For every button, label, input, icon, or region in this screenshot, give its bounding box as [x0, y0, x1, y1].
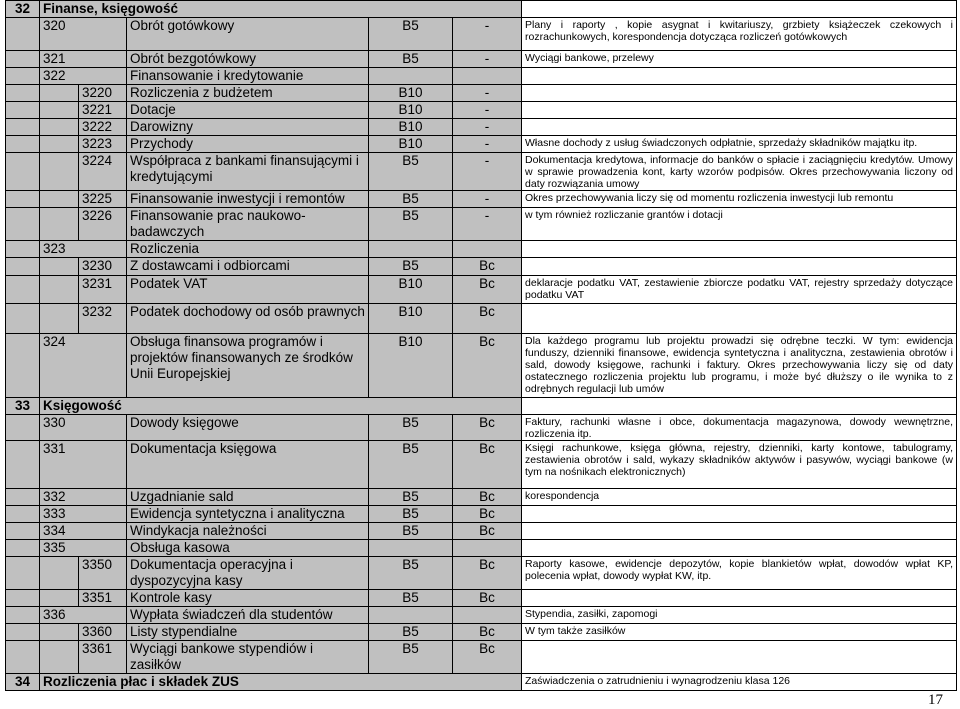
cell-title: Obrót gotówkowy	[127, 18, 369, 51]
cell-disposal-category: -	[453, 208, 522, 241]
cell-class-code: 330	[40, 415, 127, 441]
cell-disposal-category: -	[453, 102, 522, 119]
cell-section	[6, 276, 40, 304]
table-row	[6, 557, 957, 590]
cell-disposal-category: Bc	[453, 641, 522, 674]
table-row	[6, 191, 957, 208]
cell-archive-category: B5	[369, 624, 453, 641]
table-row	[6, 489, 957, 506]
cell-subclass-code: 3223	[79, 136, 127, 153]
records-classification-table	[5, 0, 957, 691]
cell-archive-category: B10	[369, 119, 453, 136]
cell-disposal-category: Bc	[453, 258, 522, 276]
cell-class-code: 332	[40, 489, 127, 506]
cell-section	[6, 153, 40, 191]
cell-notes	[522, 241, 957, 258]
cell-archive-category	[369, 68, 453, 85]
cell-archive-category: B5	[369, 557, 453, 590]
cell-notes: korespondencja	[522, 489, 957, 506]
cell-disposal-category: Bc	[453, 415, 522, 441]
cell-section	[6, 540, 40, 557]
cell-class-code: 331	[40, 441, 127, 489]
cell-archive-category: B5	[369, 441, 453, 489]
cell-subclass-code: 3222	[79, 119, 127, 136]
cell-class-code: 336	[40, 607, 127, 624]
cell-class-code	[40, 590, 79, 607]
cell-section	[6, 506, 40, 523]
cell-subclass-code: 3225	[79, 191, 127, 208]
cell-disposal-category: Bc	[453, 334, 522, 398]
cell-title: Obsługa finansowa programów i projektów finansowanych ze środków Unii Europejskiej	[127, 334, 369, 398]
cell-subclass-code: 3351	[79, 590, 127, 607]
table-row	[6, 153, 957, 191]
cell-title: Obsługa kasowa	[127, 540, 369, 557]
cell-archive-category: B10	[369, 102, 453, 119]
cell-section	[6, 208, 40, 241]
cell-notes	[522, 85, 957, 102]
cell-class-code	[40, 208, 79, 241]
table-row	[6, 18, 957, 51]
cell-class-code	[40, 153, 79, 191]
cell-disposal-category: Bc	[453, 624, 522, 641]
cell-section	[6, 136, 40, 153]
cell-section	[6, 304, 40, 334]
table-row	[6, 398, 957, 415]
cell-class-code	[40, 641, 79, 674]
cell-disposal-category: Bc	[453, 523, 522, 540]
cell-title: Wypłata świadczeń dla studentów	[127, 607, 369, 624]
cell-disposal-category: Bc	[453, 506, 522, 523]
cell-subclass-code: 3232	[79, 304, 127, 334]
cell-title: Przychody	[127, 136, 369, 153]
cell-disposal-category	[453, 540, 522, 557]
section-code: 32	[6, 1, 40, 18]
cell-notes: Własne dochody z usług świadczonych odpłatnie, sprzedaży składników majątku itp.	[522, 136, 957, 153]
cell-section	[6, 523, 40, 540]
cell-class-code	[40, 191, 79, 208]
cell-title: Uzgadnianie sald	[127, 489, 369, 506]
cell-title: Z dostawcami i odbiorcami	[127, 258, 369, 276]
cell-section	[6, 607, 40, 624]
cell-notes: Wyciągi bankowe, przelewy	[522, 51, 957, 68]
cell-archive-category: B5	[369, 258, 453, 276]
cell-notes	[522, 641, 957, 674]
cell-class-code: 333	[40, 506, 127, 523]
cell-class-code: 321	[40, 51, 127, 68]
section-title: Rozliczenia płac i składek ZUS	[40, 674, 522, 691]
cell-disposal-category: -	[453, 191, 522, 208]
cell-archive-category: B5	[369, 208, 453, 241]
cell-archive-category: B10	[369, 304, 453, 334]
cell-notes	[522, 304, 957, 334]
section-notes: Zaświadczenia o zatrudnieniu i wynagrodzeniu klasa 126	[522, 674, 957, 691]
section-notes	[522, 398, 957, 415]
table-row	[6, 540, 957, 557]
cell-archive-category: B5	[369, 51, 453, 68]
cell-archive-category	[369, 607, 453, 624]
cell-class-code	[40, 624, 79, 641]
table-row	[6, 607, 957, 624]
cell-disposal-category: Bc	[453, 590, 522, 607]
cell-notes: Faktury, rachunki własne i obce, dokumentacja magazynowa, dowody wewnętrzne, rozliczenia itp.	[522, 415, 957, 441]
table-row	[6, 68, 957, 85]
section-notes	[522, 1, 957, 18]
cell-disposal-category: Bc	[453, 441, 522, 489]
cell-section	[6, 641, 40, 674]
cell-subclass-code: 3361	[79, 641, 127, 674]
table-row	[6, 136, 957, 153]
cell-subclass-code: 3360	[79, 624, 127, 641]
cell-class-code: 334	[40, 523, 127, 540]
cell-archive-category: B5	[369, 641, 453, 674]
cell-subclass-code: 3350	[79, 557, 127, 590]
cell-title: Dokumentacja księgowa	[127, 441, 369, 489]
cell-disposal-category	[453, 68, 522, 85]
cell-title: Podatek VAT	[127, 276, 369, 304]
cell-class-code	[40, 276, 79, 304]
cell-section	[6, 415, 40, 441]
cell-title: Listy stypendialne	[127, 624, 369, 641]
cell-class-code: 322	[40, 68, 127, 85]
table-row	[6, 51, 957, 68]
cell-class-code	[40, 119, 79, 136]
table-row	[6, 624, 957, 641]
table-row	[6, 119, 957, 136]
cell-section	[6, 18, 40, 51]
cell-class-code	[40, 557, 79, 590]
cell-notes: w tym również rozliczanie grantów i dotacji	[522, 208, 957, 241]
cell-title: Dokumentacja operacyjna i dyspozycyjna kasy	[127, 557, 369, 590]
cell-subclass-code: 3220	[79, 85, 127, 102]
cell-class-code	[40, 304, 79, 334]
cell-class-code: 324	[40, 334, 127, 398]
cell-class-code	[40, 136, 79, 153]
table-row	[6, 415, 957, 441]
cell-disposal-category	[453, 241, 522, 258]
cell-archive-category: B10	[369, 334, 453, 398]
cell-disposal-category: Bc	[453, 276, 522, 304]
cell-title: Finansowanie i kredytowanie	[127, 68, 369, 85]
cell-archive-category: B5	[369, 18, 453, 51]
cell-title: Finansowanie inwestycji i remontów	[127, 191, 369, 208]
table-row	[6, 441, 957, 489]
cell-disposal-category: Bc	[453, 557, 522, 590]
cell-class-code: 323	[40, 241, 127, 258]
cell-notes: Dokumentacja kredytowa, informacje do banków o spłacie i zaciągnięciu kredytów. Umowy w sprawie prowadzenia kont, karty wzorów podpisów. Okres przechowywania liczony od daty rozwiązania umowy	[522, 153, 957, 191]
cell-section	[6, 590, 40, 607]
cell-section	[6, 489, 40, 506]
table-row	[6, 208, 957, 241]
table-row	[6, 641, 957, 674]
table-row	[6, 258, 957, 276]
cell-title: Rozliczenia z budżetem	[127, 85, 369, 102]
section-code: 33	[6, 398, 40, 415]
cell-class-code: 335	[40, 540, 127, 557]
table-row	[6, 590, 957, 607]
cell-notes: Księgi rachunkowe, księga główna, rejestry, dzienniki, karty kontowe, tabulogramy, zestawienia obrotów i sald, wykazy składników aktywów i pasywów, wyciągi bankowe (w tym na nośnikach elektronicznych)	[522, 441, 957, 489]
cell-section	[6, 119, 40, 136]
cell-disposal-category: Bc	[453, 304, 522, 334]
page-number: 17	[928, 692, 943, 708]
cell-notes	[522, 258, 957, 276]
cell-title: Windykacja należności	[127, 523, 369, 540]
cell-section	[6, 191, 40, 208]
cell-section	[6, 258, 40, 276]
cell-notes: deklaracje podatku VAT, zestawienie zbiorcze podatku VAT, rejestry sprzedaży dotyczące podatku VAT	[522, 276, 957, 304]
cell-class-code: 320	[40, 18, 127, 51]
cell-notes: Okres przechowywania liczy się od momentu rozliczenia inwestycji lub remontu	[522, 191, 957, 208]
cell-title: Ewidencja syntetyczna i analityczna	[127, 506, 369, 523]
table-row	[6, 523, 957, 540]
cell-disposal-category: -	[453, 153, 522, 191]
cell-section	[6, 51, 40, 68]
cell-disposal-category: -	[453, 85, 522, 102]
cell-notes	[522, 506, 957, 523]
cell-title: Rozliczenia	[127, 241, 369, 258]
table-row	[6, 85, 957, 102]
table-row	[6, 102, 957, 119]
cell-section	[6, 68, 40, 85]
cell-archive-category: B5	[369, 153, 453, 191]
cell-title: Współpraca z bankami finansującymi i kredytującymi	[127, 153, 369, 191]
section-code: 34	[6, 674, 40, 691]
cell-section	[6, 441, 40, 489]
cell-disposal-category: -	[453, 51, 522, 68]
cell-archive-category: B5	[369, 415, 453, 441]
cell-notes	[522, 68, 957, 85]
cell-subclass-code: 3226	[79, 208, 127, 241]
cell-section	[6, 557, 40, 590]
cell-archive-category	[369, 241, 453, 258]
cell-title: Wyciągi bankowe stypendiów i zasiłków	[127, 641, 369, 674]
cell-notes	[522, 590, 957, 607]
cell-notes	[522, 540, 957, 557]
cell-subclass-code: 3231	[79, 276, 127, 304]
table-row	[6, 276, 957, 304]
cell-archive-category: B5	[369, 489, 453, 506]
cell-archive-category: B10	[369, 85, 453, 102]
cell-disposal-category: -	[453, 119, 522, 136]
cell-archive-category: B10	[369, 276, 453, 304]
table-row	[6, 304, 957, 334]
cell-notes	[522, 119, 957, 136]
cell-archive-category: B5	[369, 506, 453, 523]
table-row	[6, 1, 957, 18]
cell-subclass-code: 3221	[79, 102, 127, 119]
table-row	[6, 506, 957, 523]
cell-subclass-code: 3230	[79, 258, 127, 276]
cell-notes: Dla każdego programu lub projektu prowadzi się odrębne teczki. W tym: ewidencja funduszy, dzienniki finansowe, ewidencja syntetyczna i analityczna, zestawienia obrotów i sald, dowody księgowe, rachunki i faktury. Okres przechowywania liczy się od daty ostatecznego rozliczenia projektu lub programu, i może być dłuższy o ile wynika to z odrębnych regulacji lub umów	[522, 334, 957, 398]
cell-archive-category	[369, 540, 453, 557]
cell-notes	[522, 523, 957, 540]
cell-title: Darowizny	[127, 119, 369, 136]
cell-section	[6, 102, 40, 119]
cell-section	[6, 334, 40, 398]
cell-title: Finansowanie prac naukowo-badawczych	[127, 208, 369, 241]
cell-class-code	[40, 258, 79, 276]
cell-disposal-category: Bc	[453, 489, 522, 506]
cell-archive-category: B10	[369, 136, 453, 153]
cell-section	[6, 85, 40, 102]
cell-notes: W tym także zasiłków	[522, 624, 957, 641]
cell-title: Kontrole kasy	[127, 590, 369, 607]
cell-archive-category: B5	[369, 191, 453, 208]
cell-title: Dowody księgowe	[127, 415, 369, 441]
cell-notes: Plany i raporty , kopie asygnat i kwitariuszy, grzbiety książeczek czekowych i rozrachunkowych, korespondencja dotycząca rozliczeń gotówkowych	[522, 18, 957, 51]
cell-section	[6, 624, 40, 641]
cell-title: Podatek dochodowy od osób prawnych	[127, 304, 369, 334]
cell-subclass-code: 3224	[79, 153, 127, 191]
cell-title: Dotacje	[127, 102, 369, 119]
cell-class-code	[40, 102, 79, 119]
cell-disposal-category: -	[453, 18, 522, 51]
cell-title: Obrót bezgotówkowy	[127, 51, 369, 68]
cell-archive-category: B5	[369, 590, 453, 607]
cell-section	[6, 241, 40, 258]
cell-disposal-category: -	[453, 136, 522, 153]
table-row	[6, 241, 957, 258]
cell-archive-category: B5	[369, 523, 453, 540]
section-title: Finanse, księgowość	[40, 1, 522, 18]
cell-class-code	[40, 85, 79, 102]
cell-notes	[522, 102, 957, 119]
cell-notes: Stypendia, zasiłki, zapomogi	[522, 607, 957, 624]
cell-notes: Raporty kasowe, ewidencje depozytów, kopie blankietów wpłat, dowodów wpłat KP, polecenia wpłat, dowody wypłat KW, itp.	[522, 557, 957, 590]
table-row	[6, 334, 957, 398]
section-title: Księgowość	[40, 398, 522, 415]
table-row	[6, 674, 957, 691]
cell-disposal-category	[453, 607, 522, 624]
